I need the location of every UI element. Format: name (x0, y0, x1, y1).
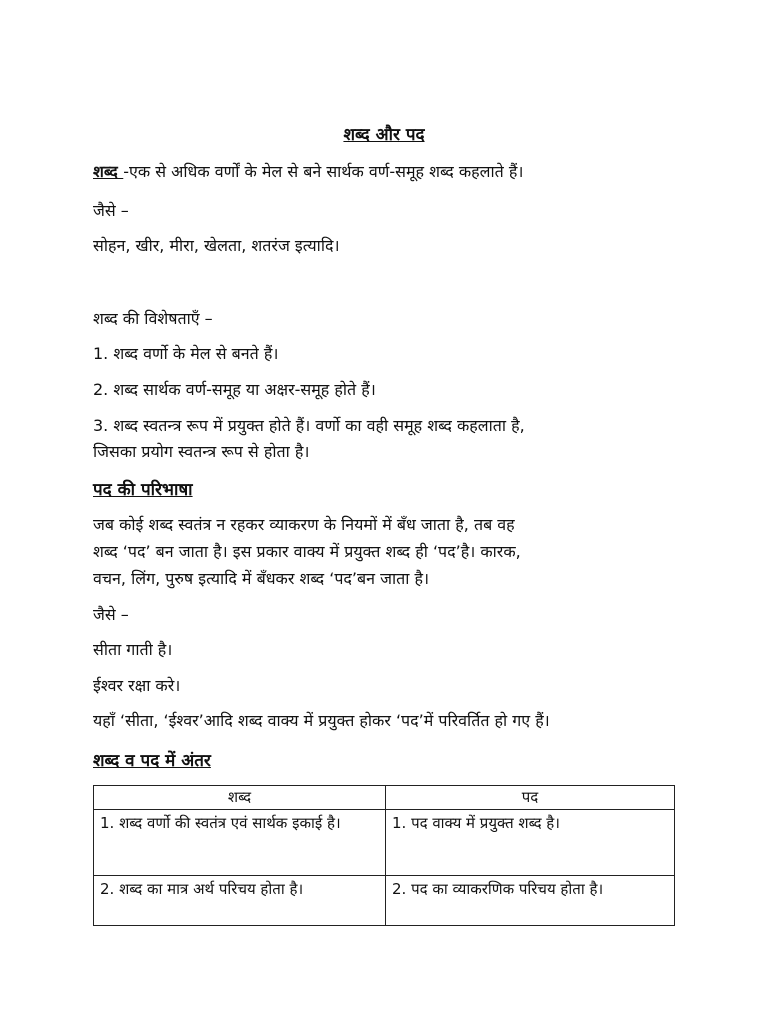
features-heading: शब्द की विशेषताएँ – (93, 309, 213, 328)
page-title: शब्द और पद (343, 125, 425, 145)
conclusion: यहाँ ‘सीता, ‘ईश्वर’आदि शब्द वाक्य में प्रयुक्त होकर ‘पद’में परिवर्तित हो गए हैं। (93, 711, 550, 730)
shabd-term: शब्द (93, 162, 124, 181)
example-sentence-1: सीता गाती है। (93, 640, 173, 659)
shabd-definition (93, 162, 523, 182)
pad-def-line-3: वचन, लिंग, पुरुष इत्यादि में बँधकर शब्द ‘पद’बन जाता है। (93, 569, 430, 588)
example-sentence-2: ईश्वर रक्षा करे। (93, 676, 181, 695)
pad-def-line-1: जब कोई शब्द स्वतंत्र न रहकर व्याकरण के नियमों में बँध जाता है, तब वह (93, 515, 515, 534)
pad-def-line-2: शब्द ‘पद’ बन जाता है। इस प्रकार वाक्य में प्रयुक्त शब्द ही ‘पद’है। कारक, (93, 542, 521, 561)
difference-table (93, 785, 675, 926)
example-words: सोहन, खीर, मीरा, खेलता, शतरंज इत्यादि। (93, 236, 340, 255)
feature-item-3: 3. शब्द स्वतन्त्र रूप में प्रयुक्त होते हैं। वर्णो का वही समूह शब्द कहलाता है, (93, 416, 525, 435)
pad-heading: पद की परिभाषा (93, 480, 193, 500)
table-cell: 2. शब्द का मात्र अर्थ परिचय होता है। (94, 876, 386, 926)
example-label-1: जैसे – (93, 201, 129, 220)
table-cell: 1. पद वाक्य में प्रयुक्त शब्द है। (386, 810, 675, 876)
table-row (94, 876, 675, 926)
feature-item-1: 1. शब्द वर्णो के मेल से बनते हैं। (93, 344, 279, 363)
diff-heading: शब्द व पद में अंतर (93, 751, 211, 771)
table-cell: 2. पद का व्याकरणिक परिचय होता है। (386, 876, 675, 926)
table-cell: 1. शब्द वर्णो की स्वतंत्र एवं सार्थक इकाई है। (94, 810, 386, 876)
table-row (94, 810, 675, 876)
table-header-pad: पद (386, 786, 675, 810)
table-header-row (94, 786, 675, 810)
feature-item-2: 2. शब्द सार्थक वर्ण-समूह या अक्षर-समूह होते हैं। (93, 380, 376, 399)
example-label-2: जैसे – (93, 605, 129, 624)
feature-item-3-cont: जिसका प्रयोग स्वतन्त्र रूप से होता है। (93, 442, 310, 461)
table-header-shabd: शब्द (94, 786, 386, 810)
shabd-definition-text: -एक से अधिक वर्णों के मेल से बने सार्थक वर्ण-समूह शब्द कहलाते हैं। (123, 162, 524, 181)
